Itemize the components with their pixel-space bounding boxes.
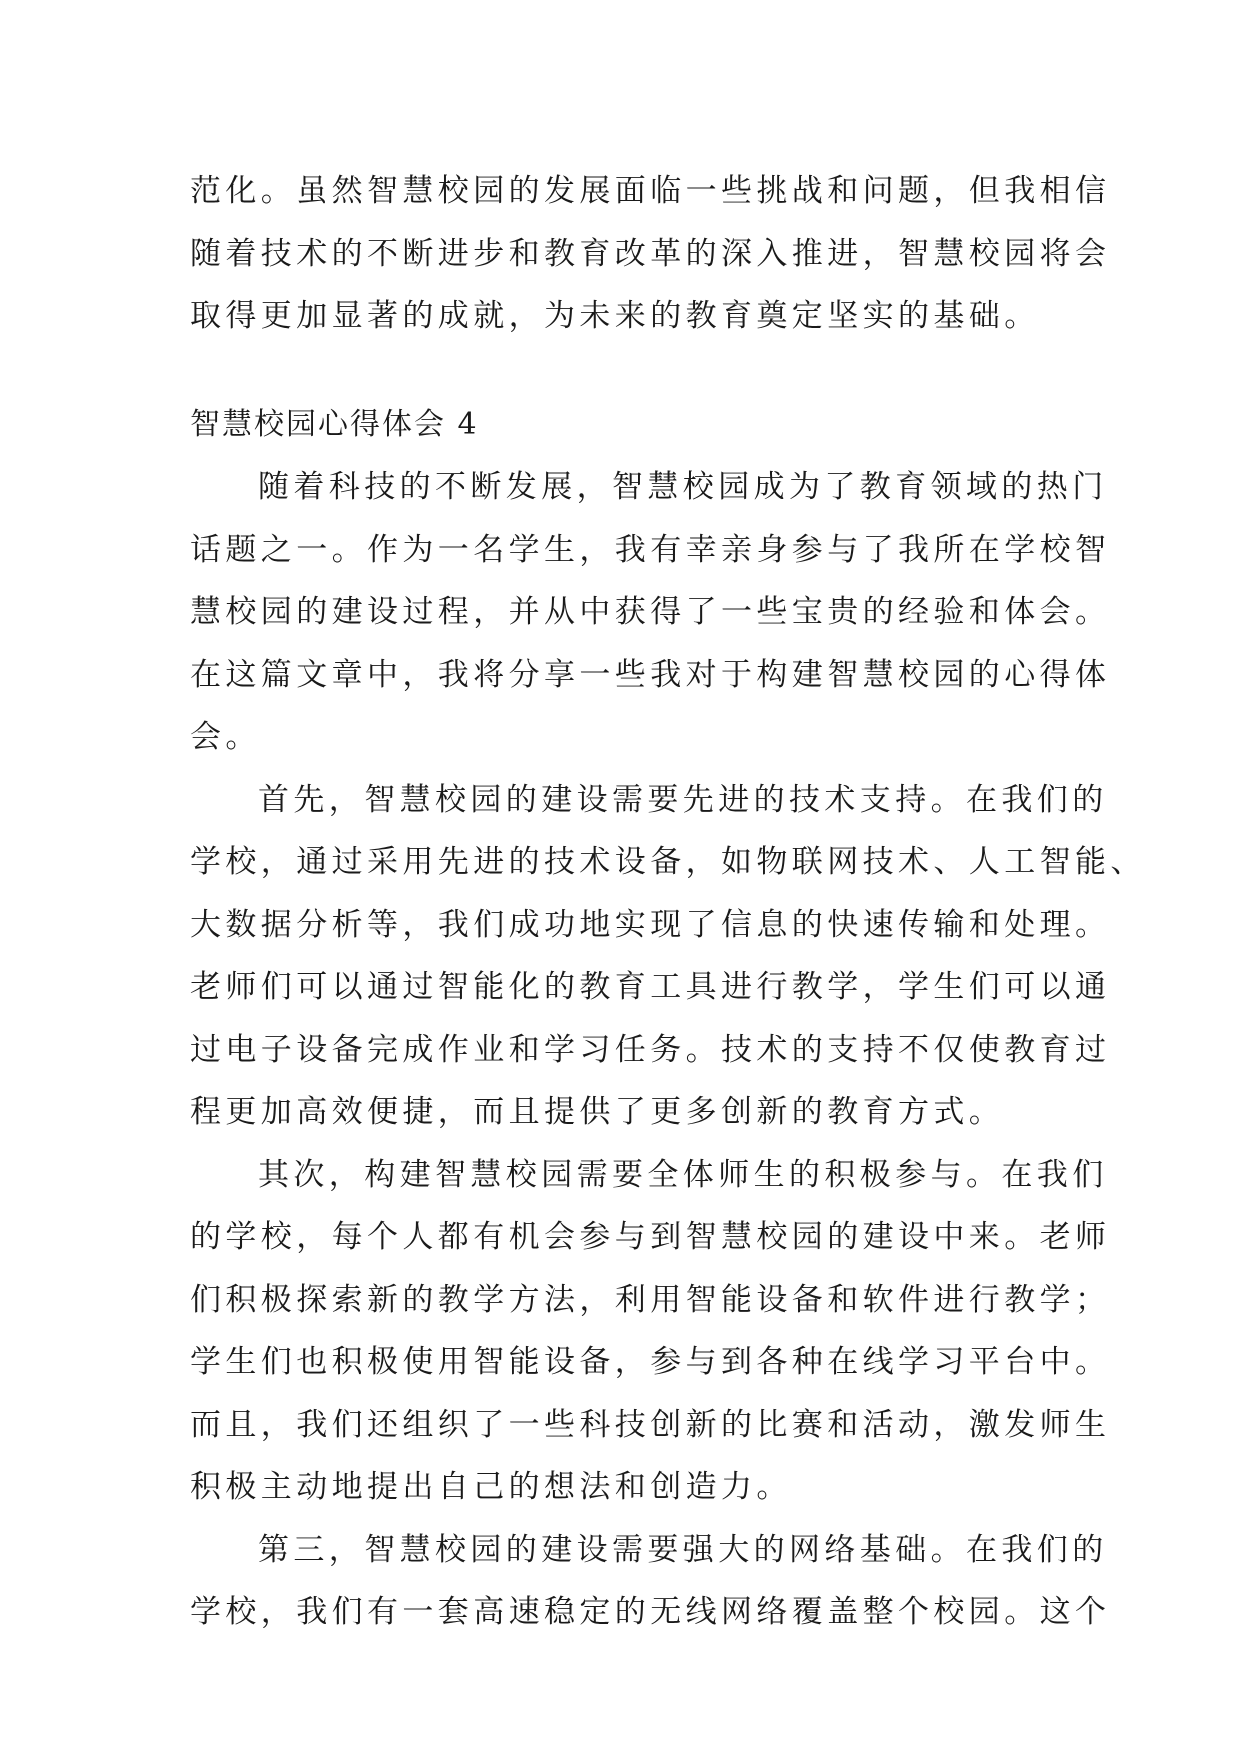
text-line: 范化。虽然智慧校园的发展面临一些挑战和问题，但我相信 [190,173,1111,209]
paragraph-3 [190,1144,1111,1519]
text-line: 过电子设备完成作业和学习任务。技术的支持不仅使教育过 [190,1031,1111,1068]
text-line: 第三，智慧校园的建设需要强大的网络基础。在我们的 [258,1531,1108,1568]
paragraph-spacer [190,348,1060,394]
text-line: 老师们可以通过智能化的教育工具进行教学，学生们可以通 [190,969,1111,1005]
text-line: 慧校园的建设过程，并从中获得了一些宝贵的经验和体会。 [190,594,1111,630]
text-line: 大数据分析等，我们成功地实现了信息的快速传输和处理。 [190,906,1111,943]
document-page [190,160,1146,1644]
text-line: 学校，通过采用先进的技术设备，如物联网技术、人工智能、 [190,844,1146,880]
text-line: 们积极探索新的教学方法，利用智能设备和软件进行教学； [190,1281,1111,1318]
intro-paragraph [190,160,1111,348]
text-line: 积极主动地提出自己的想法和创造力。 [190,1469,792,1505]
text-line: 会。 [190,719,261,755]
section-heading: 智慧校园心得体会 4 [190,406,479,442]
text-line: 取得更加显著的成就，为未来的教育奠定坚实的基础。 [190,298,1040,334]
text-line: 程更加高效便捷，而且提供了更多创新的教育方式。 [190,1094,1005,1130]
text-line: 其次，构建智慧校园需要全体师生的积极参与。在我们 [258,1156,1108,1193]
paragraph-4 [190,1519,1111,1644]
text-line: 而且，我们还组织了一些科技创新的比赛和活动，激发师生 [190,1406,1111,1443]
text-line: 学校，我们有一套高速稳定的无线网络覆盖整个校园。这个 [190,1594,1111,1630]
text-line: 话题之一。作为一名学生，我有幸亲身参与了我所在学校智 [190,531,1111,568]
text-line: 随着技术的不断进步和教育改革的深入推进，智慧校园将会 [190,235,1111,272]
text-line: 首先，智慧校园的建设需要先进的技术支持。在我们的 [258,781,1108,818]
text-line: 的学校，每个人都有机会参与到智慧校园的建设中来。老师 [190,1219,1111,1255]
paragraph-1 [190,456,1111,769]
paragraph-2 [190,769,1146,1144]
text-line: 学生们也积极使用智能设备，参与到各种在线学习平台中。 [190,1344,1111,1380]
text-line: 随着科技的不断发展，智慧校园成为了教育领域的热门 [258,469,1108,505]
text-line: 在这篇文章中，我将分享一些我对于构建智慧校园的心得体 [190,656,1111,693]
